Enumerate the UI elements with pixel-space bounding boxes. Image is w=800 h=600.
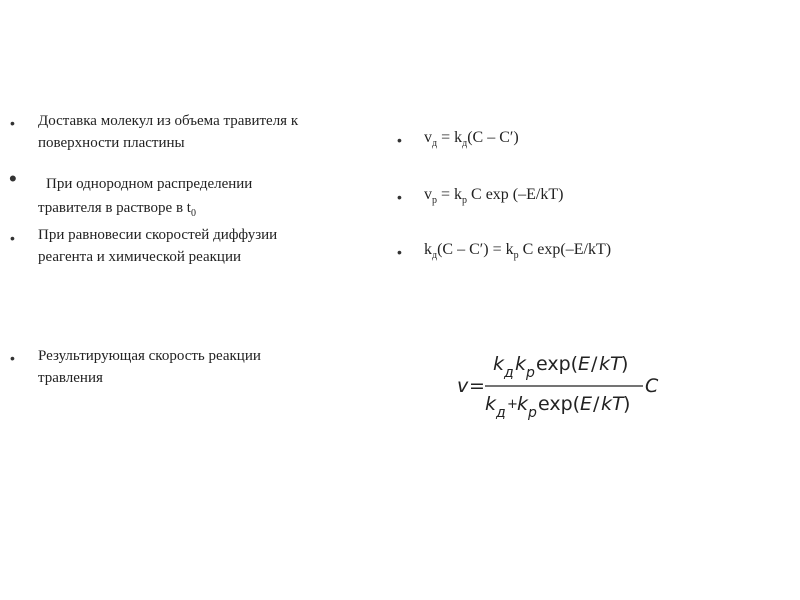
equilibrium-text-line2: реагента и химической реакции (38, 249, 242, 265)
delivery-text-line2: поверхности пластины (38, 135, 185, 151)
equilibrium-equation (424, 239, 611, 267)
result-text-line2: травления (38, 370, 103, 386)
den-k1: k (485, 393, 497, 415)
uniform-text-prefix: травителя в растворе в t (38, 200, 191, 216)
num-k1: k (493, 353, 505, 375)
den-slash: / (593, 393, 600, 415)
den-sub-p: р (528, 405, 537, 421)
formula-C: C (645, 375, 659, 397)
eq1-k-sub: д (462, 138, 468, 149)
num-slash: / (591, 353, 598, 375)
den-exp: exp( (538, 393, 581, 415)
den-E: E (580, 393, 593, 415)
etch-rate-formula (455, 348, 685, 428)
den-close: ) (623, 393, 631, 415)
num-exp: exp( (536, 353, 579, 375)
eq1-v: v (424, 129, 432, 146)
eq3-mid: (C – C′) = k (437, 241, 514, 258)
eq2-k-sub: р (462, 195, 468, 206)
bullet-marker: • (10, 230, 15, 246)
bullet-marker: • (397, 189, 402, 205)
den-plus: + (507, 397, 518, 412)
equilibrium-text-line1: При равновесии скоростей диффузии (38, 227, 278, 243)
eq3-k2-sub: р (513, 250, 519, 261)
bullet-marker: • (397, 132, 402, 148)
uniform-text-line2 (38, 197, 196, 225)
num-k2: k (515, 353, 527, 375)
etch-rate-formula-svg (455, 348, 685, 428)
eq2-rhs-a: = k (437, 186, 463, 203)
den-k2: k (517, 393, 529, 415)
eq1-rhs-b: (C – C′) (467, 129, 519, 146)
eq2-rhs-b: C exp (–E/kT) (467, 186, 564, 203)
result-text-line1: Результирующая скорость реакции (38, 348, 261, 364)
eq3-k1: k (424, 241, 432, 258)
diffusion-rate-equation (424, 127, 519, 155)
num-sub-p: р (526, 365, 535, 381)
delivery-text-line1: Доставка молекул из объема травителя к (38, 113, 299, 129)
num-E: E (578, 353, 591, 375)
num-sub-d: д (504, 365, 514, 381)
eq2-v-sub: р (432, 195, 437, 206)
formula-equals: = (469, 375, 485, 397)
uniform-text-line1: При однородном распределении (46, 176, 253, 192)
formula-v: v (457, 375, 469, 397)
eq3-rhs: C exp(–E/kT) (518, 241, 612, 258)
eq2-v: v (424, 186, 432, 203)
eq3-k1-sub: д (432, 250, 438, 261)
reaction-rate-equation (424, 184, 563, 212)
bullet-marker: • (10, 350, 15, 366)
bullet-marker: • (397, 244, 402, 260)
bullet-marker: • (10, 115, 15, 131)
den-kT: kT (601, 393, 624, 415)
num-kT: kT (599, 353, 622, 375)
bullet-marker: • (9, 166, 17, 191)
eq1-rhs-a: = k (437, 129, 463, 146)
eq1-v-sub: д (432, 138, 438, 149)
t0-subscript: 0 (190, 208, 196, 219)
den-sub-d: д (496, 405, 506, 421)
num-close: ) (621, 353, 629, 375)
